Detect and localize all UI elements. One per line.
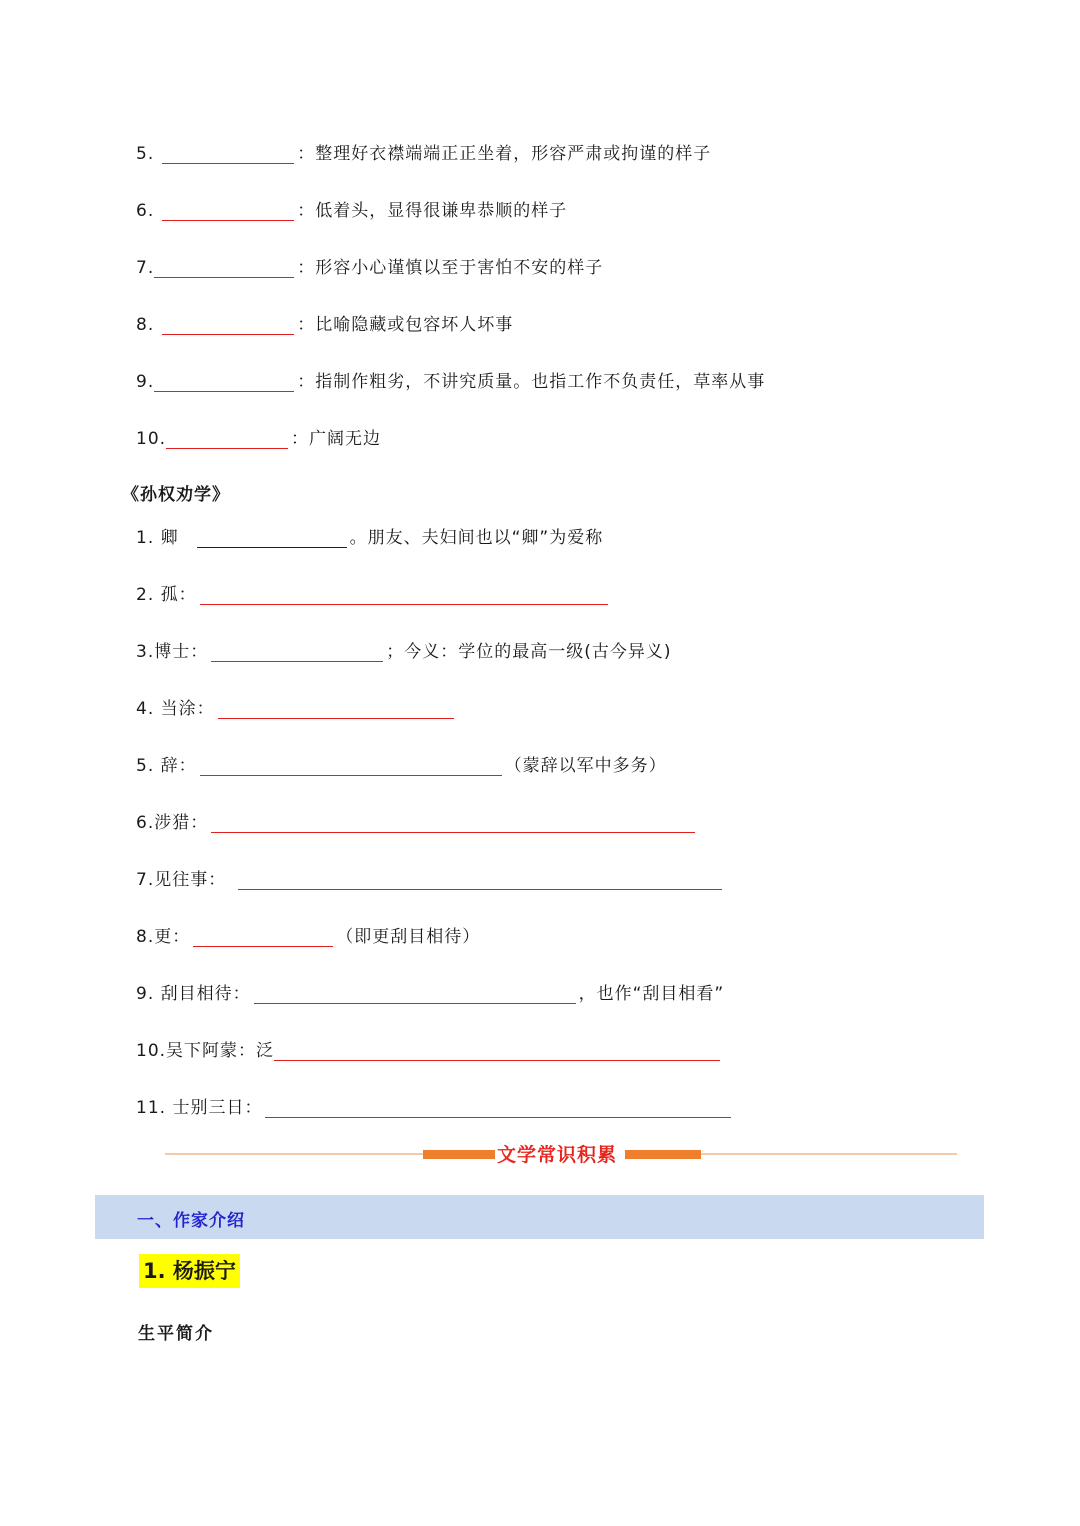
item-definition: ：低着头，显得很谦卑恭顺的样子 — [297, 201, 568, 221]
vocab-item-3 — [136, 634, 672, 662]
item-number: 9. — [136, 372, 155, 392]
section-banner — [95, 1195, 984, 1239]
item-definition: ：整理好衣襟端端正正坐着，形容严肃或拘谨的样子 — [297, 144, 712, 164]
vocab-item-8 — [136, 919, 480, 947]
divider-line-right — [701, 1153, 957, 1155]
item-prefix: 6.涉猎： — [136, 813, 209, 833]
item-definition: ：指制作粗劣，不讲究质量。也指工作不负责任，草率从事 — [297, 372, 766, 392]
answer-blank[interactable] — [265, 1099, 731, 1118]
divider-bar-left — [423, 1150, 495, 1159]
answer-blank[interactable] — [162, 316, 294, 335]
fill-item-6 — [136, 193, 567, 221]
item-number: 7. — [136, 258, 155, 278]
vocab-item-2 — [136, 577, 611, 605]
item-prefix: 3.博士： — [136, 642, 209, 662]
answer-blank[interactable] — [254, 985, 576, 1004]
subheading: 生平简介 — [138, 1324, 214, 1344]
vocab-item-6 — [136, 805, 698, 833]
item-definition: ：比喻隐藏或包容坏人坏事 — [297, 315, 514, 335]
vocab-item-10 — [136, 1033, 723, 1061]
item-prefix: 10.吴下阿蒙：泛 — [136, 1041, 275, 1061]
item-prefix: 9. 刮目相待： — [136, 984, 251, 1004]
item-prefix: 4. 当涂： — [136, 699, 215, 719]
item-suffix: （即更刮目相待） — [336, 927, 481, 947]
item-prefix: 8.更： — [136, 927, 191, 947]
item-definition: ：广阔无边 — [291, 429, 382, 449]
item-suffix: ，也作“刮目相看” — [578, 984, 725, 1004]
answer-blank[interactable] — [154, 373, 294, 392]
answer-blank[interactable] — [197, 529, 347, 548]
item-number: 5. — [136, 144, 155, 164]
answer-blank[interactable] — [200, 586, 608, 605]
answer-blank[interactable] — [211, 814, 695, 833]
item-suffix: 。朋友、夫妇间也以“卿”为爱称 — [349, 528, 604, 548]
banner-label: 一、作家介绍 — [137, 1211, 245, 1231]
answer-blank[interactable] — [162, 145, 294, 164]
answer-blank[interactable] — [238, 871, 722, 890]
answer-blank[interactable] — [166, 430, 288, 449]
item-prefix: 5. 辞： — [136, 756, 197, 776]
item-prefix: 11. 士别三日： — [136, 1098, 263, 1118]
vocab-item-4 — [136, 691, 457, 719]
vocab-item-11 — [136, 1090, 734, 1118]
answer-blank[interactable] — [218, 700, 454, 719]
fill-item-10 — [136, 421, 381, 449]
section-title: 《孙权劝学》 — [122, 485, 230, 505]
item-definition: ：形容小心谨慎以至于害怕不安的样子 — [297, 258, 604, 278]
divider-line-left — [165, 1153, 423, 1155]
item-suffix: ；今义：学位的最高一级(古今异义) — [386, 642, 672, 662]
answer-blank[interactable] — [211, 643, 383, 662]
fill-item-5 — [136, 136, 711, 164]
answer-blank[interactable] — [274, 1042, 720, 1061]
fill-item-9 — [136, 364, 765, 392]
vocab-item-1 — [136, 520, 603, 548]
vocab-item-5 — [136, 748, 667, 776]
vocab-item-7 — [136, 862, 725, 890]
divider-bar-right — [625, 1150, 701, 1159]
answer-blank[interactable] — [162, 202, 294, 221]
section-divider — [165, 1140, 957, 1168]
answer-blank[interactable] — [154, 259, 294, 278]
item-number: 8. — [136, 315, 155, 335]
item-number: 10. — [136, 429, 167, 449]
item-number: 6. — [136, 201, 155, 221]
answer-blank[interactable] — [200, 757, 502, 776]
highlighted-heading: 1. 杨振宁 — [139, 1254, 240, 1288]
item-prefix: 7.见往事： — [136, 870, 227, 890]
fill-item-7 — [136, 250, 603, 278]
answer-blank[interactable] — [193, 928, 333, 947]
item-prefix: 2. 孤： — [136, 585, 197, 605]
fill-item-8 — [136, 307, 513, 335]
vocab-item-9 — [136, 976, 724, 1004]
item-suffix: （蒙辞以军中多务） — [504, 756, 667, 776]
divider-label: 文学常识积累 — [497, 1144, 618, 1166]
item-prefix: 1. 卿 — [136, 528, 179, 548]
